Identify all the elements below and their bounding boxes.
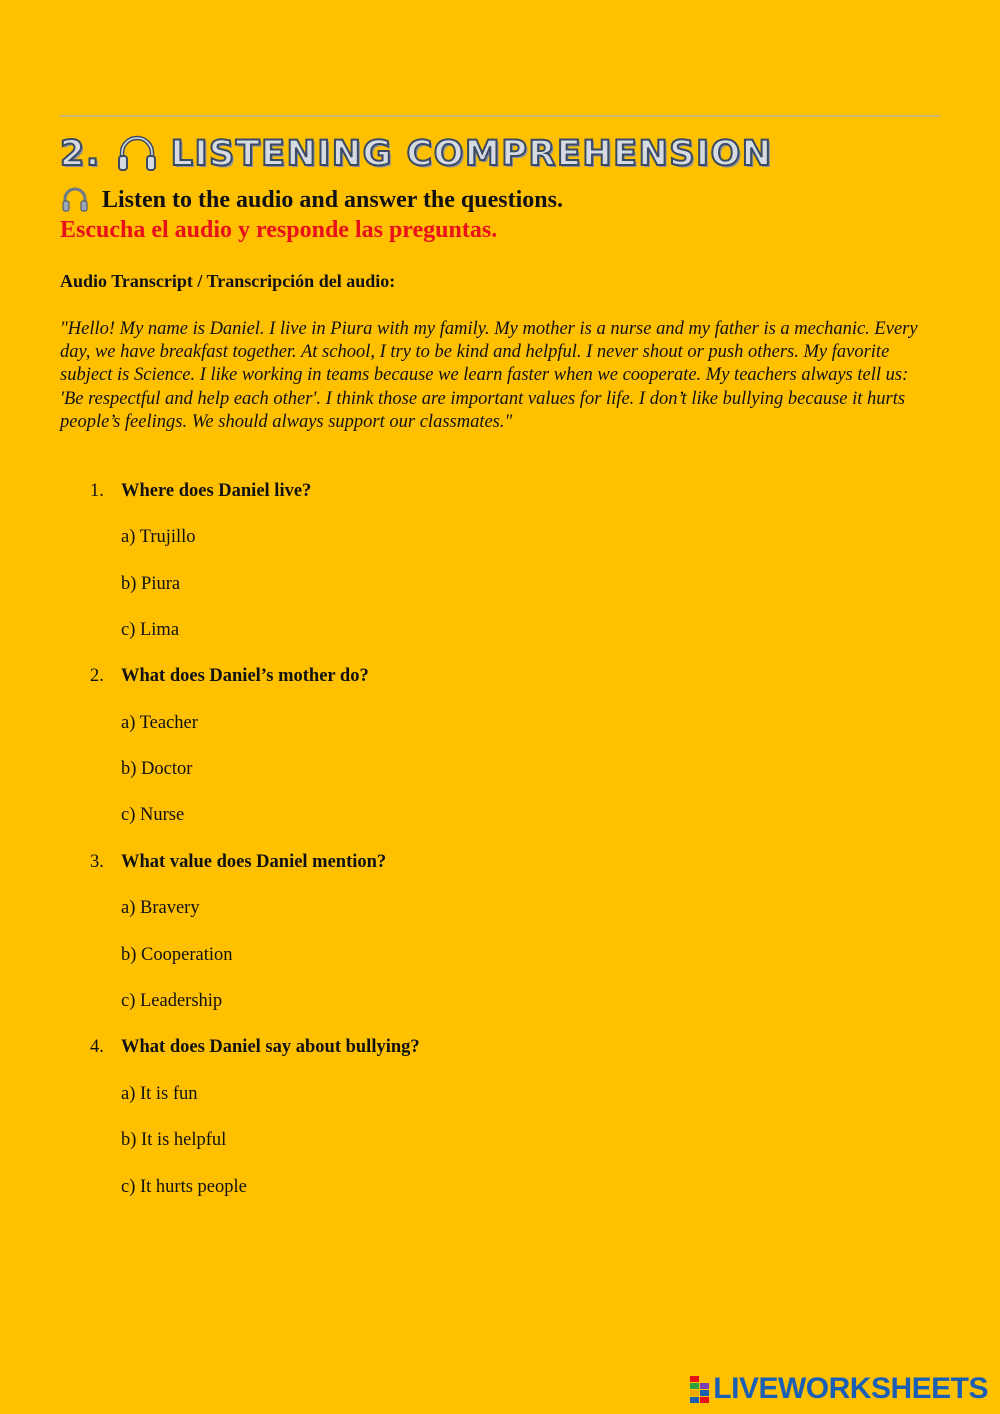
answer-option[interactable]: a) Bravery bbox=[121, 898, 200, 918]
instruction-spanish: Escucha el audio y responde las preguntas. bbox=[60, 217, 498, 243]
section-title-text: LISTENING COMPREHENSION bbox=[170, 134, 773, 174]
question-number: 3. bbox=[90, 852, 104, 872]
answer-option[interactable]: c) Nurse bbox=[121, 805, 185, 825]
transcript-text: "Hello! My name is Daniel. I live in Piura with my family. My mother is a nurse and my father is a mechanic. Every day, we have breakfast together. At school, I try to be kind and helpful. I never shout or push others. My favorite subject is Science. I like working in teams because we learn faster when we cooperate. My teachers always tell us: 'Be respectful and help each other'. I think those are important values for life. I don’t like bullying because it hurts people’s feelings. We should always support our classmates." bbox=[60, 319, 918, 432]
answer-option[interactable]: c) It hurts people bbox=[121, 1177, 247, 1197]
section-number: 2. bbox=[60, 134, 101, 174]
question-number: 2. bbox=[90, 666, 104, 686]
answer-option[interactable]: a) It is fun bbox=[121, 1084, 198, 1104]
question-number: 4. bbox=[90, 1037, 104, 1057]
headphones-icon bbox=[115, 132, 159, 176]
instruction-english-text: Listen to the audio and answer the questions. bbox=[102, 186, 563, 213]
answer-option[interactable]: c) Leadership bbox=[121, 991, 223, 1011]
answer-option[interactable]: b) Cooperation bbox=[121, 945, 233, 965]
instruction-english bbox=[60, 185, 563, 215]
answer-option[interactable]: b) Doctor bbox=[121, 759, 193, 779]
section-divider bbox=[60, 115, 940, 117]
liveworksheets-brand-text: LIVEWORKSHEETS bbox=[713, 1372, 988, 1405]
answer-option[interactable]: c) Lima bbox=[121, 620, 180, 640]
question-text: What value does Daniel mention? bbox=[121, 852, 387, 872]
liveworksheets-brand[interactable] bbox=[689, 1372, 988, 1406]
answer-option[interactable]: a) Trujillo bbox=[121, 527, 196, 547]
answer-option[interactable]: a) Teacher bbox=[121, 713, 198, 733]
liveworksheets-logo-icon bbox=[689, 1374, 711, 1404]
section-title bbox=[60, 128, 773, 180]
question-text: What does Daniel’s mother do? bbox=[121, 666, 369, 686]
question-text: Where does Daniel live? bbox=[121, 481, 312, 501]
answer-option[interactable]: b) It is helpful bbox=[121, 1130, 227, 1150]
question-text: What does Daniel say about bullying? bbox=[121, 1037, 420, 1057]
answer-option[interactable]: b) Piura bbox=[121, 574, 181, 594]
question-number: 1. bbox=[90, 481, 104, 501]
headphones-icon bbox=[60, 185, 90, 215]
transcript-label: Audio Transcript / Transcripción del audio: bbox=[60, 271, 396, 291]
